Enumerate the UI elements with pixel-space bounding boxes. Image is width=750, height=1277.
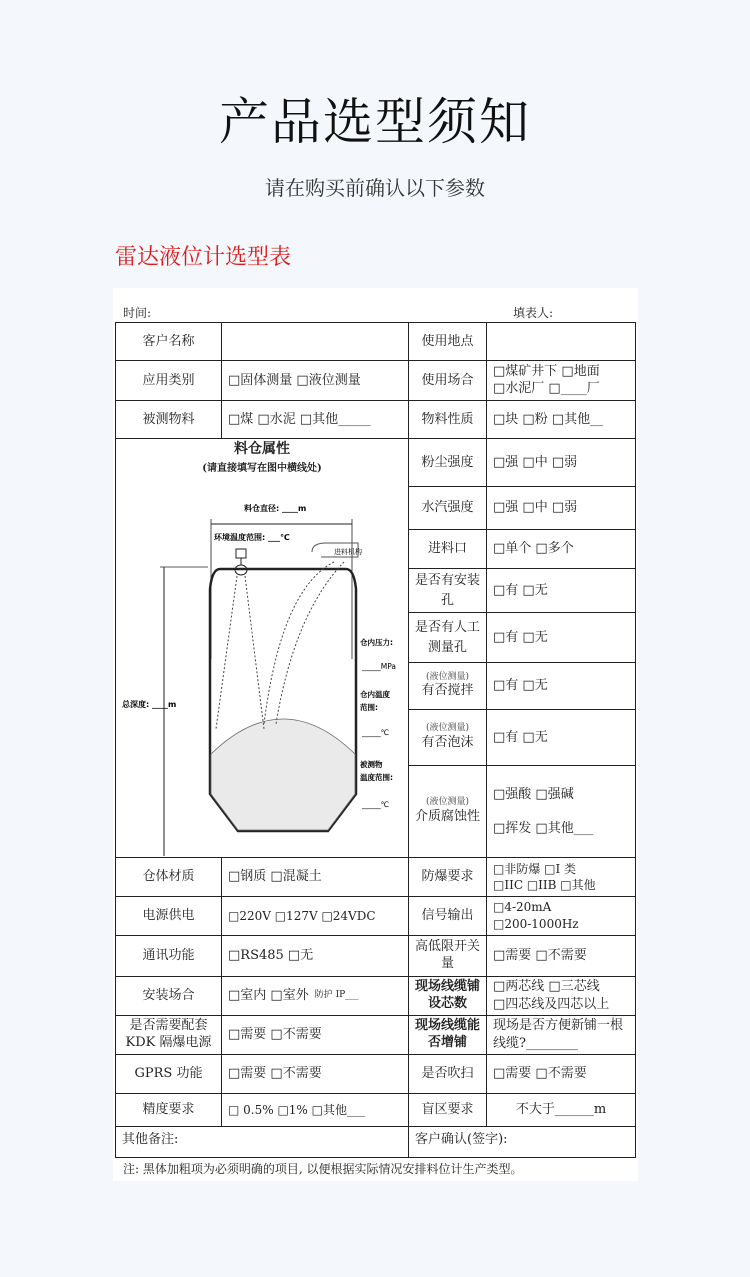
material-property-label: 物料性质 bbox=[408, 400, 487, 439]
install-site-value: □室内 □室外 bbox=[228, 988, 309, 1004]
power-options[interactable]: □220V □127V □24VDC bbox=[221, 896, 409, 936]
accuracy-label: 精度要求 bbox=[115, 1093, 222, 1127]
inner-temp-label-2: 范围: bbox=[360, 703, 378, 712]
blow-label: 是否吹扫 bbox=[408, 1054, 487, 1094]
explosion-line2: □IIC □IIB □其他 bbox=[493, 878, 596, 892]
material-property-options[interactable]: □块 □粉 □其他__ bbox=[486, 400, 636, 439]
stirring-label: 有否搅拌 bbox=[421, 683, 474, 699]
kdk-label: 是否需要配套KDK 隔爆电源 bbox=[115, 1015, 222, 1055]
protection-field: 防护 IP___ bbox=[314, 990, 359, 1001]
install-hole-options[interactable]: □有 □无 bbox=[486, 568, 636, 613]
use-location-field[interactable] bbox=[486, 322, 636, 361]
page-subtitle: 请在购买前确认以下参数 bbox=[265, 176, 485, 200]
signal-options[interactable] bbox=[486, 896, 636, 936]
inner-temp-label-1: 仓内温度 bbox=[360, 690, 390, 699]
measured-material-label: 被测物料 bbox=[115, 400, 222, 439]
stirring-options[interactable]: □有 □无 bbox=[486, 662, 636, 710]
manual-hole-options[interactable]: □有 □无 bbox=[486, 612, 636, 663]
material-temp-label-1: 被测物 bbox=[360, 760, 383, 769]
corrosive-options[interactable] bbox=[486, 765, 636, 858]
bin-diagram-cell bbox=[115, 438, 409, 858]
env-temp-label: 环境温度范围: ___℃ bbox=[214, 533, 290, 542]
blind-label: 盲区要求 bbox=[408, 1093, 487, 1127]
bin-material-options[interactable]: □钢质 □混凝土 bbox=[221, 857, 409, 897]
foam-label-cell bbox=[408, 709, 487, 766]
signal-line2: □200-1000Hz bbox=[493, 917, 579, 931]
filler-label: 填表人: bbox=[513, 306, 554, 320]
foam-options[interactable]: □有 □无 bbox=[486, 709, 636, 766]
feeder-label: 进料机构 bbox=[334, 548, 362, 556]
cable-add-question[interactable]: 现场是否方便新铺一根线缆?________ bbox=[486, 1015, 636, 1055]
measured-material-options[interactable]: □煤 □水泥 □其他_____ bbox=[221, 400, 409, 439]
cable-laying-line2: □四芯线及四芯以上 bbox=[493, 997, 610, 1012]
gprs-label: GPRS 功能 bbox=[115, 1054, 222, 1094]
customer-confirm-field[interactable]: 客户确认(签字): bbox=[408, 1126, 636, 1158]
blow-options[interactable]: □需要 □不需要 bbox=[486, 1054, 636, 1094]
total-depth-label: 总深度: ____m bbox=[122, 700, 177, 709]
bin-diagram bbox=[116, 439, 408, 857]
diameter-label: 料仓直径: ____m bbox=[244, 504, 307, 513]
inlet-label: 进料口 bbox=[408, 529, 487, 569]
explosion-options[interactable] bbox=[486, 857, 636, 897]
inlet-options[interactable]: □单个 □多个 bbox=[486, 529, 636, 569]
radar-sensor-icon bbox=[236, 549, 246, 558]
stirring-liquid-tag: (液位测量) bbox=[425, 671, 470, 682]
diagram-subtitle: (请直接填写在图中横线处) bbox=[202, 463, 322, 474]
feed-flow bbox=[264, 562, 344, 724]
app-type-options[interactable]: □固体测量 □液位测量 bbox=[221, 360, 409, 401]
use-occasion-options[interactable] bbox=[486, 360, 636, 401]
manual-hole-label: 是否有人工测量孔 bbox=[408, 612, 487, 663]
accuracy-options[interactable]: □ 0.5% □1% □其他___ bbox=[221, 1093, 409, 1127]
kdk-options[interactable]: □需要 □不需要 bbox=[221, 1015, 409, 1055]
use-location-label: 使用地点 bbox=[408, 322, 487, 361]
cable-laying-label: 现场线缆铺设芯数 bbox=[408, 976, 487, 1016]
dust-label: 粉尘强度 bbox=[408, 438, 487, 487]
switch-options[interactable]: □需要 □不需要 bbox=[486, 935, 636, 977]
explosion-label: 防爆要求 bbox=[408, 857, 487, 897]
steam-label: 水汽强度 bbox=[408, 486, 487, 530]
material-pile bbox=[211, 719, 355, 830]
section-title: 雷达液位计选型表 bbox=[115, 245, 292, 270]
app-type-label: 应用类别 bbox=[115, 360, 222, 401]
use-occasion-label: 使用场合 bbox=[408, 360, 487, 401]
diagram-title: 料仓属性 bbox=[234, 441, 290, 457]
use-occasion-line2: □水泥厂 □____厂 bbox=[493, 380, 600, 396]
corrosive-line2: □挥发 □其他___ bbox=[493, 820, 594, 836]
material-temp-label-2: 温度范围: bbox=[360, 773, 393, 782]
dust-options[interactable]: □强 □中 □弱 bbox=[486, 438, 636, 487]
gprs-options[interactable]: □需要 □不需要 bbox=[221, 1054, 409, 1094]
material-temp-unit: _____℃ bbox=[362, 800, 390, 809]
bin-material-label: 仓体材质 bbox=[115, 857, 222, 897]
corrosive-liquid-tag: (液位测量) bbox=[425, 797, 470, 808]
pressure-unit: _____MPa bbox=[362, 662, 397, 671]
inner-temp-unit: _____℃ bbox=[362, 728, 390, 737]
customer-name-field[interactable] bbox=[221, 322, 409, 361]
install-hole-label: 是否有安装孔 bbox=[408, 568, 487, 613]
power-label: 电源供电 bbox=[115, 896, 222, 936]
explosion-line1: □非防爆 □I 类 bbox=[493, 861, 577, 876]
time-label: 时间: bbox=[123, 306, 152, 320]
comm-options[interactable]: □RS485 □无 bbox=[221, 935, 409, 977]
page-title: 产品选型须知 bbox=[219, 93, 531, 151]
use-occasion-line1: □煤矿井下 □地面 bbox=[493, 363, 600, 379]
form-note: 注: 黑体加粗项为必须明确的项目, 以便根据实际情况安排料位计生产类型。 bbox=[123, 1162, 523, 1176]
signal-label: 信号输出 bbox=[408, 896, 487, 936]
signal-line1: □4-20mA bbox=[493, 900, 552, 915]
remarks-field[interactable]: 其他备注: bbox=[115, 1126, 409, 1158]
corrosive-label-cell bbox=[408, 765, 487, 858]
comm-label: 通讯功能 bbox=[115, 935, 222, 977]
install-site-label: 安装场合 bbox=[115, 976, 222, 1016]
foam-liquid-tag: (液位测量) bbox=[425, 723, 470, 734]
cable-add-label: 现场线缆能否增铺 bbox=[408, 1015, 487, 1055]
selection-form bbox=[113, 288, 638, 1181]
steam-options[interactable]: □强 □中 □弱 bbox=[486, 486, 636, 530]
cable-laying-options[interactable] bbox=[486, 976, 636, 1016]
blind-field[interactable]: 不大于______m bbox=[486, 1093, 636, 1127]
corrosive-line1: □强酸 □强碱 bbox=[493, 787, 574, 802]
stirring-label-cell bbox=[408, 662, 487, 710]
pressure-label: 仓内压力: bbox=[360, 638, 393, 647]
cable-laying-line1: □两芯线 □三芯线 bbox=[493, 978, 600, 994]
radar-beam bbox=[216, 576, 264, 729]
foam-label: 有否泡沫 bbox=[421, 734, 474, 750]
switch-label: 高低限开关量 bbox=[408, 935, 487, 977]
customer-name-label: 客户名称 bbox=[115, 322, 222, 361]
install-site-options[interactable] bbox=[221, 976, 409, 1016]
corrosive-label: 介质腐蚀性 bbox=[415, 808, 481, 824]
